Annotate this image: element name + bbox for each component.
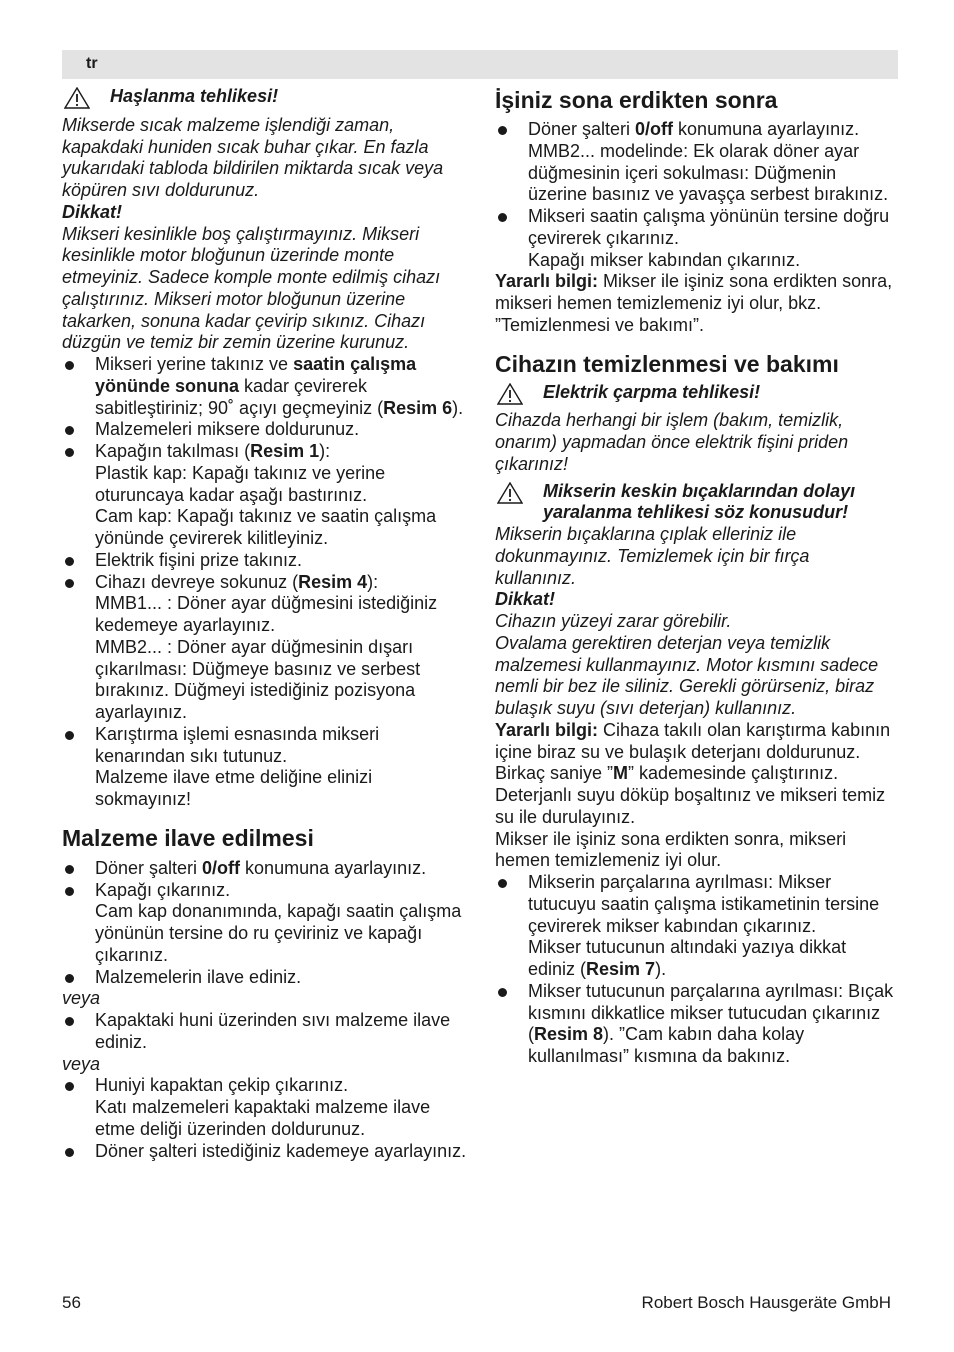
- list-item: [62, 880, 472, 967]
- list-item-subtext: Cam kap: Kapağı takınız ve saatin çalışma yönünde çevirerek kilitleyiniz.: [95, 506, 437, 548]
- attention-label: Dikkat!: [495, 589, 556, 610]
- list-item: [495, 981, 895, 1068]
- language-code: tr: [86, 55, 98, 72]
- list-item: [62, 1075, 472, 1140]
- list-item: [62, 572, 472, 724]
- list-item: Malzemeleri miksere doldurunuz.: [62, 419, 472, 441]
- blade-warning-title: Mikserin keskin bıçaklarından dolayı yaralanma tehlikesi söz konusudur!: [543, 480, 856, 523]
- list-item-subtext: Cam kap donanımında, kapağı saatin çalışma yönünün tersine do ru çeviriniz ve kapağı çıkarınız.: [95, 901, 462, 965]
- figure-ref: Resim 7: [586, 959, 656, 979]
- list-item: [62, 354, 472, 419]
- section-heading-cleaning: Cihazın temizlenmesi ve bakımı: [495, 350, 839, 377]
- list-item-subtext: Mikser tutucunun altındaki yazıya dikkat ediniz (: [528, 937, 847, 979]
- list-item: [495, 119, 895, 206]
- or-label: veya: [62, 988, 101, 1009]
- tip-paragraph: [495, 720, 895, 829]
- language-header-bar: [62, 50, 898, 79]
- list-item-emphasis: 0/off: [202, 857, 241, 878]
- attention-text: Ovalama gerektiren deterjan veya temizlik malzemesi kullanmayınız. Motor kısmını sadece nemli bir bez ile siliniz. Gerekli görürseniz, biraz bulaşık suyu (sıvı deterjan) kullanınız.: [495, 632, 879, 718]
- tip-text: Cihaza takılı olan karıştırma kabının içine biraz su ve bulaşık deterjanı doldurunuz. Birkaç saniye ”: [495, 719, 891, 784]
- list-item-text: Karıştırma işlemi esnasında mikseri kenarından sıkı tutunuz.: [95, 723, 380, 766]
- list-item-text: konumuna ayarlayınız.: [673, 119, 860, 139]
- left-column: [62, 86, 472, 1162]
- list-item: [62, 858, 472, 880]
- list-item-text: ). ”Cam kabın daha kolay kullanılması” kısmına da bakınız.: [528, 1024, 805, 1066]
- attention-label: Dikkat!: [62, 201, 123, 222]
- list-item: Döner şalteri istediğiniz kademeye ayarlayınız.: [62, 1141, 472, 1163]
- list-item: [62, 441, 472, 550]
- list-item-emphasis: saatin çalışma yönünde sonuna: [95, 354, 417, 396]
- list-item: Kapaktaki huni üzerinden sıvı malzeme ilave ediniz.: [62, 1010, 472, 1054]
- tip-label: Yararlı bilgi:: [495, 271, 599, 292]
- list-item-emphasis: 0/off: [635, 119, 674, 139]
- warning-triangle-icon: [495, 382, 543, 411]
- figure-ref: Resim 4: [298, 571, 368, 592]
- list-item-text: Döner şalteri: [528, 119, 636, 139]
- list-item-subtext: MMB1... : Döner ayar düğmesini istediğiniz kedemeye ayarlayınız.: [95, 593, 438, 635]
- list-item-subtext: Malzeme ilave etme deliğine elinizi sokmayınız!: [95, 767, 373, 809]
- list-item: [62, 724, 472, 811]
- list-item-subtext: Katı malzemeleri kapaktaki malzeme ilave etme deliği üzerinden doldurunuz.: [95, 1097, 431, 1139]
- tip-paragraph: [495, 271, 895, 336]
- list-item-subtext: Kapağı mikser kabından çıkarınız.: [528, 249, 801, 270]
- list-item-text: Kapağı çıkarınız.: [95, 879, 231, 900]
- electric-shock-warning-text: Cihazda herhangi bir işlem (bakım, temizlik, onarım) yapmadan önce elektrik fişini priden çıkarınız!: [495, 410, 849, 474]
- list-item-text: ):: [367, 571, 379, 592]
- list-item-text: Kapağın takılması (: [95, 441, 251, 461]
- section-heading-after-use: İşiniz sona erdikten sonra: [495, 87, 778, 113]
- section-heading-adding: Malzeme ilave edilmesi: [62, 824, 314, 851]
- blade-warning-text: Mikserin bıçaklarına çıplak elleriniz ile dokunmayınız. Temizlemek için bir fırça kullanınız.: [495, 524, 810, 588]
- body-paragraph: Mikser ile işiniz sona erdikten sonra, mikseri hemen temizlemeniz iyi olur.: [495, 828, 847, 871]
- list-item: [495, 206, 895, 271]
- list-item-subtext: MMB2... modelinde: Ek olarak döner ayar düğmesinin içeri sokulması: Düğmenin üzerine basınız ve yavaşça serbest bırakınız.: [528, 140, 889, 205]
- tip-text: ” kademesinde çalıştırınız. Deterjanlı suyu döküp boşaltınız ve mikseri temiz su ile durulayınız.: [495, 763, 886, 827]
- electric-shock-warning-title: Elektrik çarpma tehlikesi!: [543, 381, 761, 402]
- list-item-text: Mikseri yerine takınız ve: [95, 354, 294, 374]
- list-item-text: Döner şalteri: [95, 857, 203, 878]
- tip-label: Yararlı bilgi:: [495, 719, 599, 740]
- list-item-subtext: MMB2... : Döner ayar düğmesinin dışarı çıkarılması: Düğmeye basınız ve serbest bırakınız. Düğmeyi istediğiniz pozisyona ayarlayınız.: [95, 636, 421, 722]
- burn-warning-title: Haşlanma tehlikesi!: [110, 86, 279, 106]
- list-item-text: Cihazı devreye sokunuz (: [95, 571, 299, 592]
- list-item-text: kadar çevirerek sabitleştiriniz; 90˚ açıyı geçmeyiniz (: [95, 375, 384, 418]
- warning-triangle-icon: [62, 86, 110, 115]
- list-item-text: ):: [319, 441, 331, 461]
- blade-warning: [495, 481, 895, 525]
- list-item-text: Mikseri saatin çalışma yönünün tersine doğru çevirerek çıkarınız.: [528, 206, 890, 248]
- attention-text: Cihazın yüzeyi zarar görebilir.: [495, 611, 732, 631]
- attention-text: Mikseri kesinlikle boş çalıştırmayınız. Mikseri kesinlikle motor bloğunun üzerinde monte etmeyiniz. Sadece komple monte edilmiş cihazı çalıştırınız. Mikseri motor bloğunun üzerine takarken, sonuna kadar çevirip sıkınız. Cihazı düzgün ve temiz bir zemin üzerine kurunuz.: [62, 223, 441, 353]
- burn-warning: [62, 86, 472, 115]
- list-item-text: Mikserin parçalarına ayrılması: Mikser tutucuyu saatin çalışma istikametinin tersine çevirerek mikser kabından çıkarınız.: [528, 872, 880, 936]
- list-item-subtext: ).: [655, 959, 667, 979]
- list-item-text: Mikser tutucunun parçalarına ayrılması: Bıçak kısmını dikkatlice mikser tutucudan çıkarınız (: [528, 980, 894, 1045]
- figure-ref: Resim 1: [250, 441, 320, 461]
- list-item-subtext: Plastik kap: Kapağı takınız ve yerine oturuncaya kadar aşağı bastırınız.: [95, 462, 386, 505]
- burn-warning-text: Mikserde sıcak malzeme işlendiği zaman, kapakdaki huniden sıcak buhar çıkar. En fazla yukarıdaki tabloda bildirilen miktarda sıcak veya köpüren sıvı doldurunuz.: [62, 114, 444, 200]
- company-name: Robert Bosch Hausgeräte GmbH: [641, 1293, 891, 1312]
- list-item: Malzemelerin ilave ediniz.: [62, 967, 472, 989]
- list-item-text: Huniyi kapaktan çekip çıkarınız.: [95, 1075, 349, 1096]
- or-label: veya: [62, 1053, 101, 1074]
- tip-text: Mikser ile işiniz sona erdikten sonra, mikseri hemen temizlemeniz iyi olur, bkz. ”Temizlenmesi ve bakımı”.: [495, 271, 893, 335]
- list-item-text: ).: [452, 397, 464, 418]
- figure-ref: Resim 8: [534, 1024, 604, 1045]
- list-item: [495, 872, 895, 981]
- page-number: 56: [62, 1293, 81, 1312]
- list-item: Elektrik fişini prize takınız.: [62, 550, 472, 572]
- warning-triangle-icon: [495, 481, 543, 510]
- figure-ref: Resim 6: [383, 397, 453, 418]
- setting-label: M: [613, 763, 629, 784]
- list-item-text: konumuna ayarlayınız.: [240, 857, 427, 878]
- right-column: [495, 86, 895, 1068]
- electric-shock-warning: [495, 382, 895, 411]
